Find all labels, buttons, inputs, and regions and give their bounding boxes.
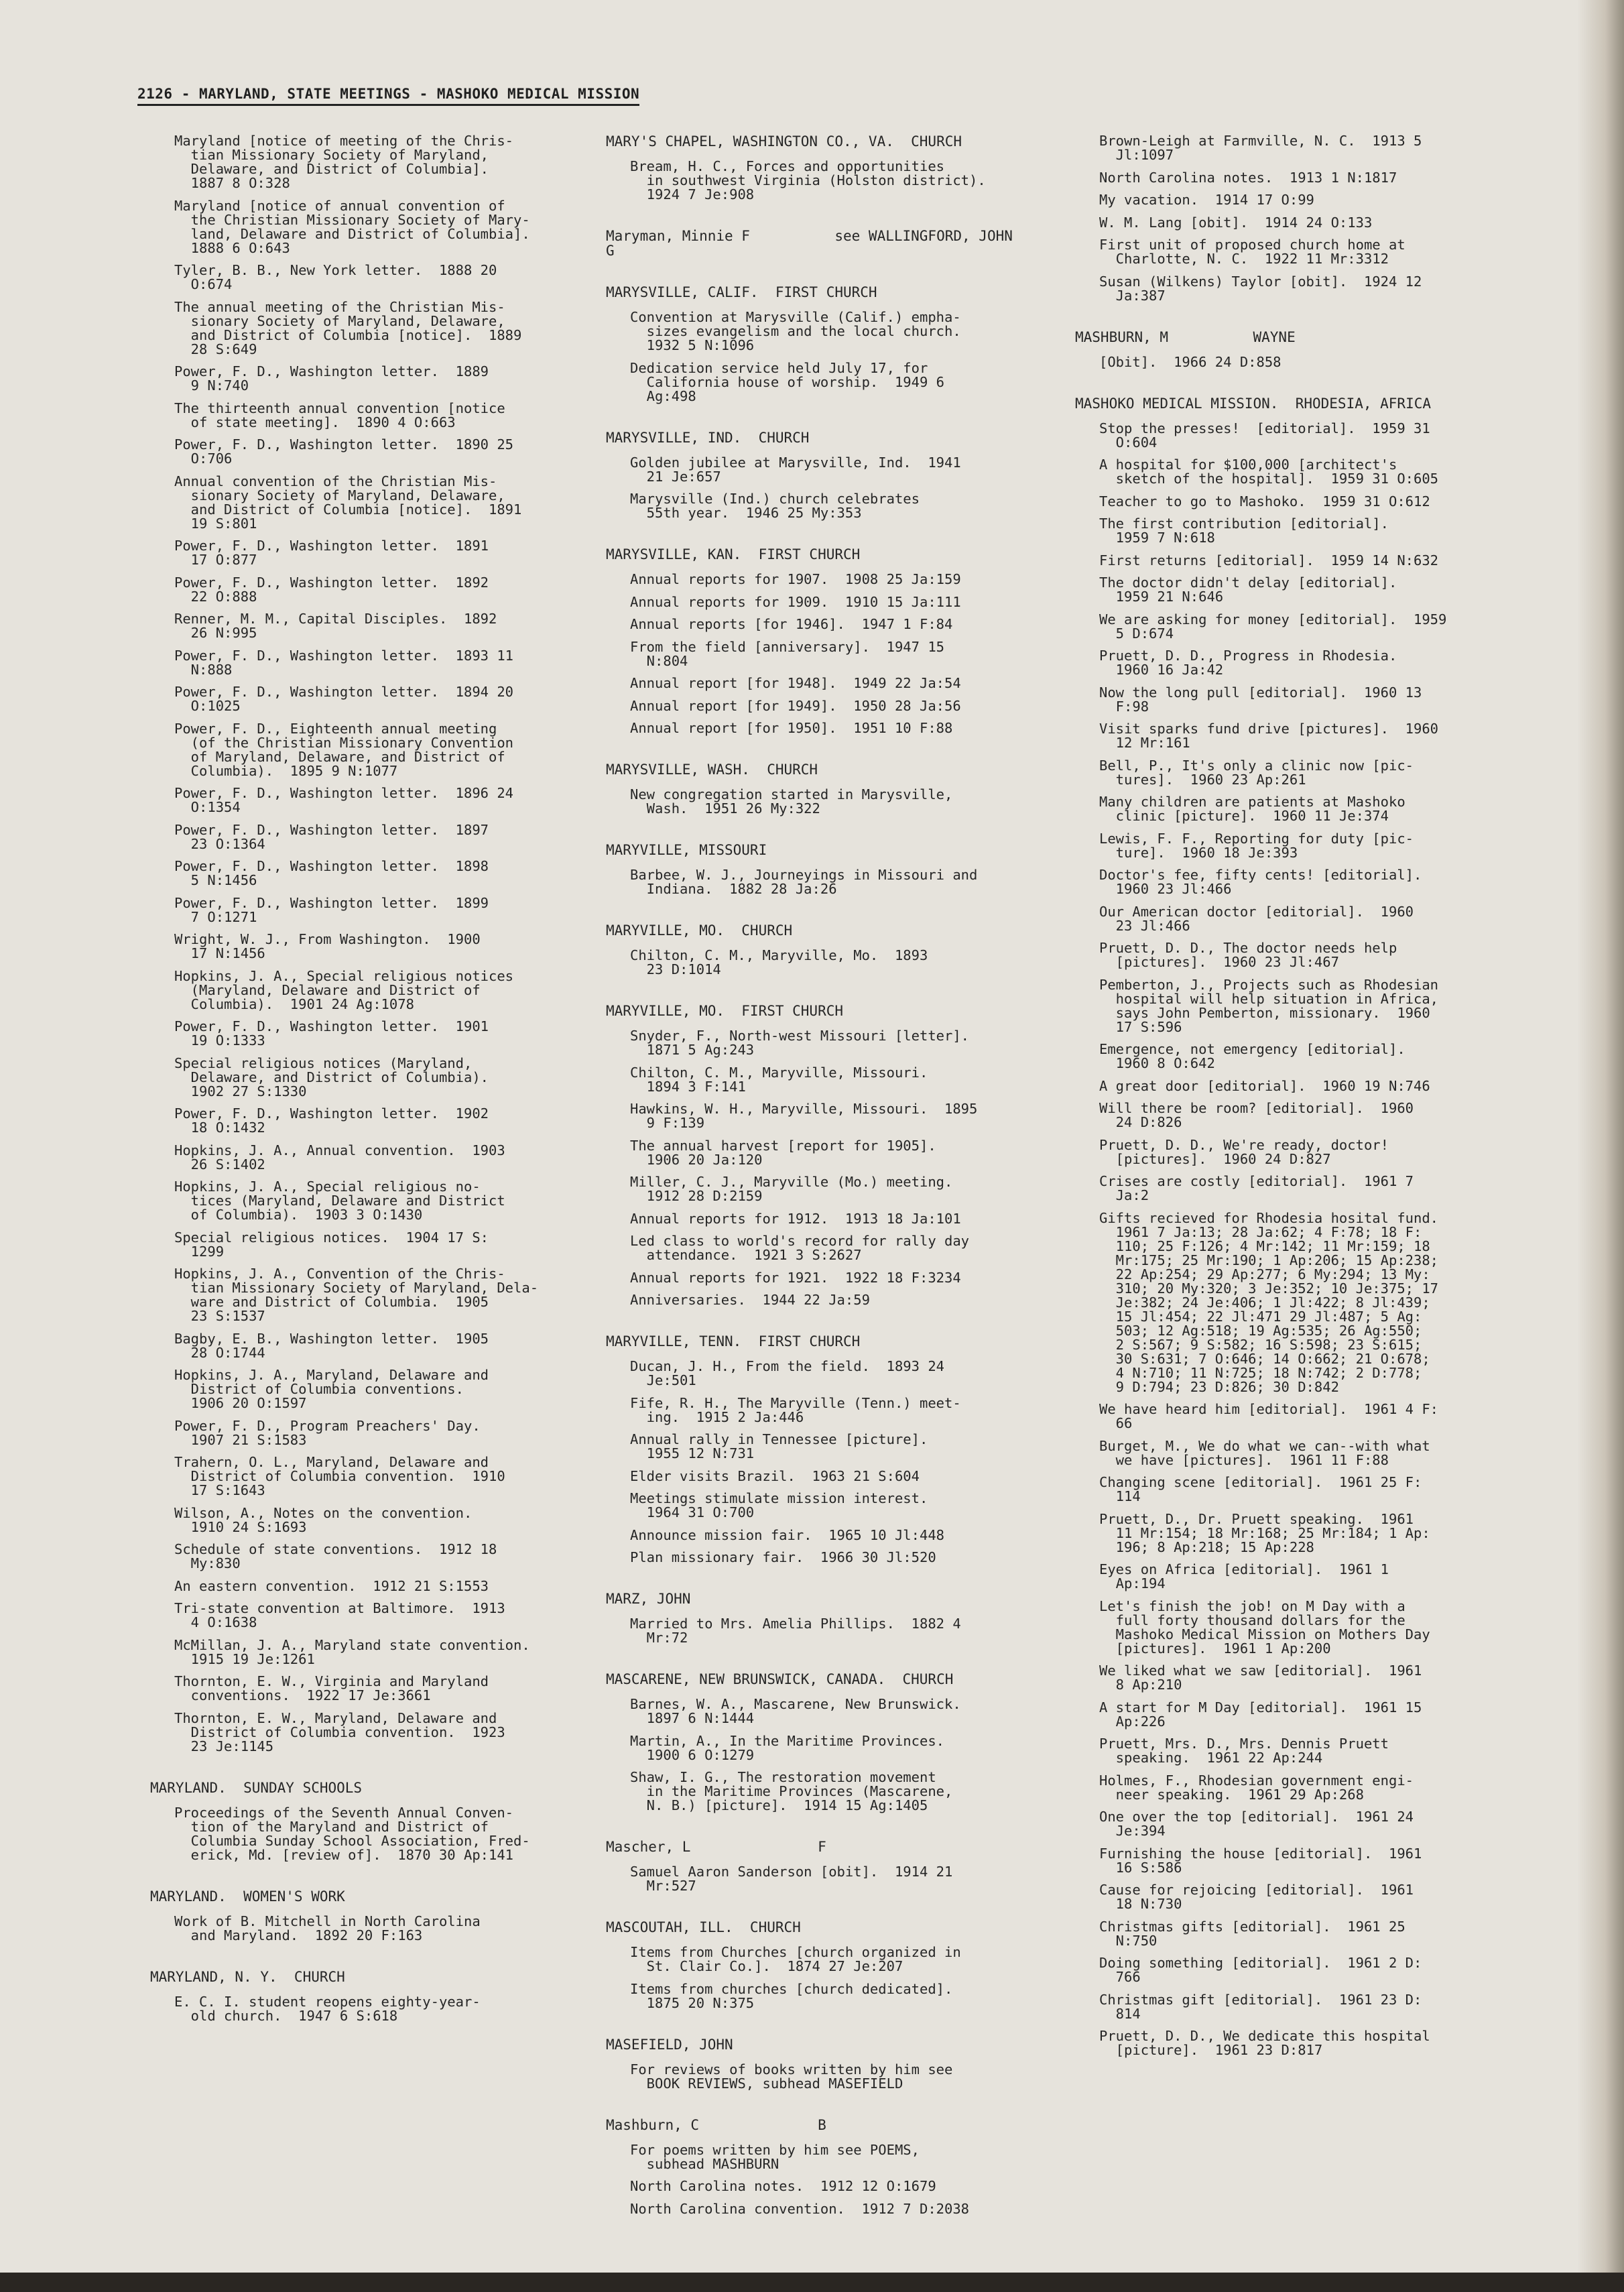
index-heading: MARYVILLE, MISSOURI xyxy=(606,842,767,858)
index-entry: Annual reports for 1921. 1922 18 F:3234 xyxy=(630,1269,961,1286)
index-entry: Anniversaries. 1944 22 Ja:59 xyxy=(630,1292,870,1308)
index-entry: Burget, M., We do what we can--with what we have [pictures]. 1961 11 F:88 xyxy=(1099,1437,1430,1468)
index-entry: Eyes on Africa [editorial]. 1961 1 Ap:194 xyxy=(1099,1561,1389,1591)
index-heading: MARYSVILLE, IND. CHURCH xyxy=(606,429,810,446)
index-entry: Wilson, A., Notes on the convention. 1910 24 S:1693 xyxy=(174,1504,473,1535)
index-entry: Maryland [notice of annual convention of the Christian Missionary Society of Mary- land, Delaware and District of Columbia]. 1888 6 O:643 xyxy=(174,197,530,256)
index-heading: MARYVILLE, MO. FIRST CHURCH xyxy=(606,1003,844,1019)
index-entry: E. C. I. student reopens eighty-year- old church. 1947 6 S:618 xyxy=(174,1993,481,2024)
index-entry: A great door [editorial]. 1960 19 N:746 xyxy=(1099,1077,1430,1094)
index-entry: Power, F. D., Washington letter. 1894 20 O:1025 xyxy=(174,684,514,714)
index-entry: W. M. Lang [obit]. 1914 24 O:133 xyxy=(1099,214,1373,231)
page-edge-shadow xyxy=(1577,0,1624,2273)
index-entry: Elder visits Brazil. 1963 21 S:604 xyxy=(630,1467,920,1484)
index-entry: Proceedings of the Seventh Annual Conven- tion of the Maryland and District of Columbia Sunday School Association, Fred- erick, Md. [review of]. 1870 30 Ap:141 xyxy=(174,1804,530,1863)
index-entry: First unit of proposed church home at Charlotte, N. C. 1922 11 Mr:3312 xyxy=(1099,237,1406,267)
index-entry: Teacher to go to Mashoko. 1959 31 O:612 xyxy=(1099,493,1430,509)
index-entry: [Obit]. 1966 24 D:858 xyxy=(1099,353,1282,370)
index-entry: For poems written by him see POEMS, subhead MASHBURN xyxy=(630,2141,920,2172)
index-entry: Holmes, F., Rhodesian government engi- neer speaking. 1961 29 Ap:268 xyxy=(1099,1772,1414,1803)
index-entry: Pruett, D., Dr. Pruett speaking. 1961 11 Mr:154; 18 Mr:168; 25 Mr:184; 1 Ap: 196; 8 Ap:218; 15 Ap:228 xyxy=(1099,1510,1430,1555)
index-heading: MARYSVILLE, CALIF. FIRST CHURCH xyxy=(606,284,877,300)
index-entry: Golden jubilee at Marysville, Ind. 1941 21 Je:657 xyxy=(630,454,961,485)
column-left xyxy=(150,133,603,2031)
index-heading: MASHBURN, M WAYNE xyxy=(1075,328,1296,345)
index-entry: Annual convention of the Christian Mis- sionary Society of Maryland, Delaware, and District of Columbia [notice]. 1891 19 S:801 xyxy=(174,473,522,532)
index-entry: Christmas gift [editorial]. 1961 23 D: 814 xyxy=(1099,1991,1422,2022)
index-heading: MARY'S CHAPEL, WASHINGTON CO., VA. CHURCH xyxy=(606,133,962,149)
index-entry: We have heard him [editorial]. 1961 4 F: 66 xyxy=(1099,1401,1439,1431)
index-heading: MASCARENE, NEW BRUNSWICK, CANADA. CHURCH xyxy=(606,1671,954,1687)
index-entry: New congregation started in Marysville, Wash. 1951 26 My:322 xyxy=(630,786,953,817)
index-heading: MARYSVILLE, WASH. CHURCH xyxy=(606,762,818,778)
index-entry: North Carolina convention. 1912 7 D:2038 xyxy=(630,2200,970,2217)
index-heading: MASCOUTAH, ILL. CHURCH xyxy=(606,1919,801,1935)
index-heading: MASHOKO MEDICAL MISSION. RHODESIA, AFRICA xyxy=(1075,395,1432,412)
index-heading: Mascher, L F xyxy=(606,1839,826,1855)
index-heading: MARYLAND. SUNDAY SCHOOLS xyxy=(150,1779,363,1796)
index-entry: Power, F. D., Washington letter. 1898 5 N:1456 xyxy=(174,858,489,888)
index-entry: First returns [editorial]. 1959 14 N:632 xyxy=(1099,552,1439,568)
index-entry: Crises are costly [editorial]. 1961 7 Ja:2 xyxy=(1099,1173,1414,1203)
index-entry: Many children are patients at Mashoko clinic [picture]. 1960 11 Je:374 xyxy=(1099,794,1406,824)
index-entry: Shaw, I. G., The restoration movement in the Maritime Provinces (Mascarene, N. B.) [picture]. 1914 15 Ag:1405 xyxy=(630,1769,953,1813)
index-entry: Susan (Wilkens) Taylor [obit]. 1924 12 Ja:387 xyxy=(1099,273,1422,304)
index-heading: MARYVILLE, MO. CHURCH xyxy=(606,922,793,939)
index-entry: Barbee, W. J., Journeyings in Missouri and Indiana. 1882 28 Ja:26 xyxy=(630,867,978,897)
index-entry: A hospital for $100,000 [architect's sketch of the hospital]. 1959 31 O:605 xyxy=(1099,457,1439,487)
index-entry: Samuel Aaron Sanderson [obit]. 1914 21 Mr:527 xyxy=(630,1864,953,1894)
index-entry: Changing scene [editorial]. 1961 25 F: 114 xyxy=(1099,1474,1422,1504)
index-entry: Pruett, Mrs. D., Mrs. Dennis Pruett speaking. 1961 22 Ap:244 xyxy=(1099,1736,1389,1766)
index-entry: Pruett, D. D., We're ready, doctor! [pictures]. 1960 24 D:827 xyxy=(1099,1136,1389,1167)
index-entry: Power, F. D., Washington letter. 1901 19 O:1333 xyxy=(174,1018,489,1048)
index-entry: Barnes, W. A., Mascarene, New Brunswick. 1897 6 N:1444 xyxy=(630,1696,961,1726)
index-entry: Power, F. D., Washington letter. 1896 24 O:1354 xyxy=(174,785,514,815)
index-entry: Bagby, E. B., Washington letter. 1905 28 O:1744 xyxy=(174,1330,489,1361)
index-entry: Fife, R. H., The Maryville (Tenn.) meet- ing. 1915 2 Ja:446 xyxy=(630,1394,961,1425)
index-entry: Power, F. D., Program Preachers' Day. 1907 21 S:1583 xyxy=(174,1417,481,1448)
index-entry: Annual reports for 1909. 1910 15 Ja:111 xyxy=(630,593,961,610)
index-entry: The thirteenth annual convention [notice of state meeting]. 1890 4 O:663 xyxy=(174,400,505,430)
index-entry: Power, F. D., Washington letter. 1897 23 O:1364 xyxy=(174,821,489,852)
index-entry: Visit sparks fund drive [pictures]. 1960 12 Mr:161 xyxy=(1099,721,1439,751)
index-entry: Cause for rejoicing [editorial]. 1961 18 N:730 xyxy=(1099,1882,1414,1912)
index-entry: Miller, C. J., Maryville (Mo.) meeting. 1912 28 D:2159 xyxy=(630,1174,953,1204)
index-entry: Gifts recieved for Rhodesia hosital fund. 1961 7 Ja:13; 28 Ja:62; 4 F:78; 18 F: 110; 25 F:126; 4 Mr:142; 11 Mr:159; 18 Mr:175; 25 Mr:190; 1 Ap:206; 15 Ap:238; 22 Ap:254; 29 Ap:277; 6 My:294; 13 My: 310; 20 My:320; 3 Je:352; 10 Je:375; 17 Je:382; 24 Je:406; 1 Jl:422; 8 Jl:439; 15 Jl:454; 22 Jl:471 29 Jl:487; 5 Ag: 503; 12 Ag:518; 19 Ag:535; 26 Ag:550; 2 S:567; 9 S:582; 16 S:598; 23 S:615; 30 S:631; 7 O:646; 14 O:662; 21 O:678; 4 N:710; 11 N:725; 18 N:742; 2 D:778; 9 D:794; 23 D:826; 30 D:842 xyxy=(1099,1209,1439,1395)
index-entry: Doctor's fee, fifty cents! [editorial]. 1960 23 Jl:466 xyxy=(1099,867,1422,897)
index-entry: Power, F. D., Washington letter. 1891 17 O:877 xyxy=(174,538,489,568)
index-entry: Meetings stimulate mission interest. 1964 31 O:700 xyxy=(630,1490,928,1520)
index-entry: We are asking for money [editorial]. 1959 5 D:674 xyxy=(1099,611,1447,642)
index-entry: My vacation. 1914 17 O:99 xyxy=(1099,192,1314,208)
index-entry: Christmas gifts [editorial]. 1961 25 N:750 xyxy=(1099,1918,1406,1949)
index-entry: Annual report [for 1950]. 1951 10 F:88 xyxy=(630,720,953,736)
index-entry: Pruett, D. D., The doctor needs help [pictures]. 1960 23 Jl:467 xyxy=(1099,940,1397,970)
index-entry: From the field [anniversary]. 1947 15 N:804 xyxy=(630,638,944,669)
index-entry: Plan missionary fair. 1966 30 Jl:520 xyxy=(630,1549,936,1565)
index-entry: Furnishing the house [editorial]. 1961 16 S:586 xyxy=(1099,1845,1422,1876)
index-heading: Mashburn, C B xyxy=(606,2116,826,2133)
index-entry: Annual reports [for 1946]. 1947 1 F:84 xyxy=(630,616,953,632)
index-entry: Led class to world's record for rally day attendance. 1921 3 S:2627 xyxy=(630,1233,970,1263)
index-entry: Annual reports for 1907. 1908 25 Ja:159 xyxy=(630,571,961,587)
index-entry: For reviews of books written by him see BOOK REVIEWS, subhead MASEFIELD xyxy=(630,2061,953,2092)
index-entry: Snyder, F., North-west Missouri [letter]. 1871 5 Ag:243 xyxy=(630,1028,970,1058)
index-entry: Power, F. D., Eighteenth annual meeting (of the Christian Missionary Convention of Maryland, Delaware, and District of Columbia). 1895 9 N:1077 xyxy=(174,720,514,779)
index-heading: MARYSVILLE, KAN. FIRST CHURCH xyxy=(606,546,861,562)
index-entry: Hawkins, W. H., Maryville, Missouri. 1895 9 F:139 xyxy=(630,1101,978,1131)
index-entry: Bream, H. C., Forces and opportunities in southwest Virginia (Holston district). 1924 7 Je:908 xyxy=(630,158,986,202)
index-entry: Dedication service held July 17, for California house of worship. 1949 6 Ag:498 xyxy=(630,359,944,404)
index-entry: Hopkins, J. A., Special religious no- tices (Maryland, Delaware and District of Columbia). 1903 3 O:1430 xyxy=(174,1179,505,1223)
index-entry: Annual report [for 1949]. 1950 28 Ja:56 xyxy=(630,697,961,714)
index-entry: Annual rally in Tennessee [picture]. 1955 12 N:731 xyxy=(630,1431,928,1461)
index-entry: Will there be room? [editorial]. 1960 24 D:826 xyxy=(1099,1100,1414,1130)
index-entry: Married to Mrs. Amelia Phillips. 1882 4 Mr:72 xyxy=(630,1616,961,1646)
index-entry: Convention at Marysville (Calif.) empha- sizes evangelism and the local church. 1932 5 N:1096 xyxy=(630,309,961,353)
index-entry: Special religious notices (Maryland, Delaware, and District of Columbia). 1902 27 S:1330 xyxy=(174,1054,489,1099)
index-entry: One over the top [editorial]. 1961 24 Je:394 xyxy=(1099,1809,1414,1839)
index-entry: Stop the presses! [editorial]. 1959 31 O:604 xyxy=(1099,420,1430,450)
index-heading: MARYLAND, N. Y. CHURCH xyxy=(150,1968,345,1985)
index-heading: MARYVILLE, TENN. FIRST CHURCH xyxy=(606,1333,861,1349)
index-entry: Maryland [notice of meeting of the Chris- tian Missionary Society of Maryland, Delaware, and District of Columbia]. 1887 8 O:328 xyxy=(174,133,514,191)
index-entry: Lewis, F. F., Reporting for duty [pic- ture]. 1960 18 Je:393 xyxy=(1099,830,1414,861)
index-entry: Schedule of state conventions. 1912 18 My:830 xyxy=(174,1541,497,1571)
index-entry: Power, F. D., Washington letter. 1890 25 O:706 xyxy=(174,436,514,467)
index-entry: We liked what we saw [editorial]. 1961 8 Ap:210 xyxy=(1099,1663,1422,1693)
index-entry: Hopkins, J. A., Maryland, Delaware and District of Columbia conventions. 1906 20 O:1597 xyxy=(174,1367,489,1411)
index-entry: Chilton, C. M., Maryville, Mo. 1893 23 D:1014 xyxy=(630,947,928,977)
index-entry: Pruett, D. D., We dedicate this hospital [picture]. 1961 23 D:817 xyxy=(1099,2028,1430,2058)
index-entry: Hopkins, J. A., Special religious notices (Maryland, Delaware and District of Columbia). 1901 24 Ag:1078 xyxy=(174,967,514,1012)
index-entry: Work of B. Mitchell in North Carolina and Maryland. 1892 20 F:163 xyxy=(174,1913,481,1943)
page-header: 2126 - MARYLAND, STATE MEETINGS - MASHOKO MEDICAL MISSION xyxy=(137,86,639,106)
index-entry: Thornton, E. W., Maryland, Delaware and District of Columbia convention. 1923 23 Je:1145 xyxy=(174,1709,505,1754)
index-heading: Maryman, Minnie F see WALLINGFORD, JOHN G xyxy=(606,228,1013,259)
index-entry: Items from Churches [church organized in St. Clair Co.]. 1874 27 Je:207 xyxy=(630,1944,961,1974)
index-entry: Bell, P., It's only a clinic now [pic- tures]. 1960 23 Ap:261 xyxy=(1099,757,1414,788)
index-entry: Marysville (Ind.) church celebrates 55th year. 1946 25 My:353 xyxy=(630,491,920,521)
index-entry: Annual reports for 1912. 1913 18 Ja:101 xyxy=(630,1210,961,1227)
index-entry: Pruett, D. D., Progress in Rhodesia. 1960 16 Ja:42 xyxy=(1099,648,1397,678)
index-heading: MARYLAND. WOMEN'S WORK xyxy=(150,1888,345,1905)
index-entry: Our American doctor [editorial]. 1960 23 Jl:466 xyxy=(1099,903,1414,934)
index-entry: McMillan, J. A., Maryland state convention. 1915 19 Je:1261 xyxy=(174,1636,530,1667)
index-entry: Pemberton, J., Projects such as Rhodesian hospital will help situation in Africa, says John Pemberton, missionary. 1960 17 S:596 xyxy=(1099,976,1439,1035)
index-entry: Thornton, E. W., Virginia and Maryland conventions. 1922 17 Je:3661 xyxy=(174,1673,489,1703)
index-entry: A start for M Day [editorial]. 1961 15 Ap:226 xyxy=(1099,1699,1422,1730)
column-middle xyxy=(606,133,1059,2224)
index-entry: Announce mission fair. 1965 10 Jl:448 xyxy=(630,1526,944,1543)
index-entry: Wright, W. J., From Washington. 1900 17 N:1456 xyxy=(174,931,481,961)
index-heading: MARZ, JOHN xyxy=(606,1591,691,1607)
index-entry: Renner, M. M., Capital Disciples. 1892 26 N:995 xyxy=(174,611,497,641)
index-entry: Power, F. D., Washington letter. 1902 18 O:1432 xyxy=(174,1105,489,1136)
index-entry: Hopkins, J. A., Annual convention. 1903 26 S:1402 xyxy=(174,1142,505,1172)
index-entry: Chilton, C. M., Maryville, Missouri. 1894 3 F:141 xyxy=(630,1064,928,1095)
index-entry: Power, F. D., Washington letter. 1893 11 N:888 xyxy=(174,647,514,678)
index-entry: Trahern, O. L., Maryland, Delaware and District of Columbia convention. 1910 17 S:1643 xyxy=(174,1454,505,1498)
index-entry: Now the long pull [editorial]. 1960 13 F:98 xyxy=(1099,684,1422,715)
index-entry: Power, F. D., Washington letter. 1889 9 N:740 xyxy=(174,363,489,394)
index-entry: Hopkins, J. A., Convention of the Chris- tian Missionary Society of Maryland, Dela- ware and District of Columbia. 1905 23 S:1537 xyxy=(174,1266,539,1324)
index-heading: MASEFIELD, JOHN xyxy=(606,2036,733,2053)
index-entry: Ducan, J. H., From the field. 1893 24 Je:501 xyxy=(630,1358,944,1388)
column-right xyxy=(1075,133,1528,2066)
index-entry: The annual harvest [report for 1905]. 1906 20 Ja:120 xyxy=(630,1137,936,1168)
index-entry: An eastern convention. 1912 21 S:1553 xyxy=(174,1577,489,1594)
index-entry: Emergence, not emergency [editorial]. 1960 8 O:642 xyxy=(1099,1041,1406,1071)
index-entry: The doctor didn't delay [editorial]. 1959 21 N:646 xyxy=(1099,575,1397,605)
index-entry: The first contribution [editorial]. 1959 7 N:618 xyxy=(1099,516,1389,546)
index-entry: Items from churches [church dedicated]. 1875 20 N:375 xyxy=(630,1980,953,2011)
index-entry: Power, F. D., Washington letter. 1892 22 O:888 xyxy=(174,574,489,605)
index-entry: Tri-state convention at Baltimore. 1913 4 O:1638 xyxy=(174,1600,505,1630)
index-entry: Doing something [editorial]. 1961 2 D: 766 xyxy=(1099,1955,1422,1985)
index-entry: North Carolina notes. 1912 12 O:1679 xyxy=(630,2178,936,2194)
index-entry: Power, F. D., Washington letter. 1899 7 O:1271 xyxy=(174,894,489,925)
index-entry: Tyler, B. B., New York letter. 1888 20 O:674 xyxy=(174,262,497,292)
index-entry: Annual report [for 1948]. 1949 22 Ja:54 xyxy=(630,675,961,691)
index-entry: Martin, A., In the Maritime Provinces. 1900 6 O:1279 xyxy=(630,1732,944,1763)
index-entry: North Carolina notes. 1913 1 N:1817 xyxy=(1099,169,1397,186)
index-entry: Brown-Leigh at Farmville, N. C. 1913 5 Jl:1097 xyxy=(1099,133,1422,163)
index-entry: Special religious notices. 1904 17 S: 1299 xyxy=(174,1229,489,1260)
index-entry: The annual meeting of the Christian Mis- sionary Society of Maryland, Delaware, and District of Columbia [notice]. 1889 28 S:649 xyxy=(174,298,522,357)
index-entry: Let's finish the job! on M Day with a full forty thousand dollars for the Mashoko Medical Mission on Mothers Day [pictures]. 1961 1 Ap:200 xyxy=(1099,1597,1430,1656)
